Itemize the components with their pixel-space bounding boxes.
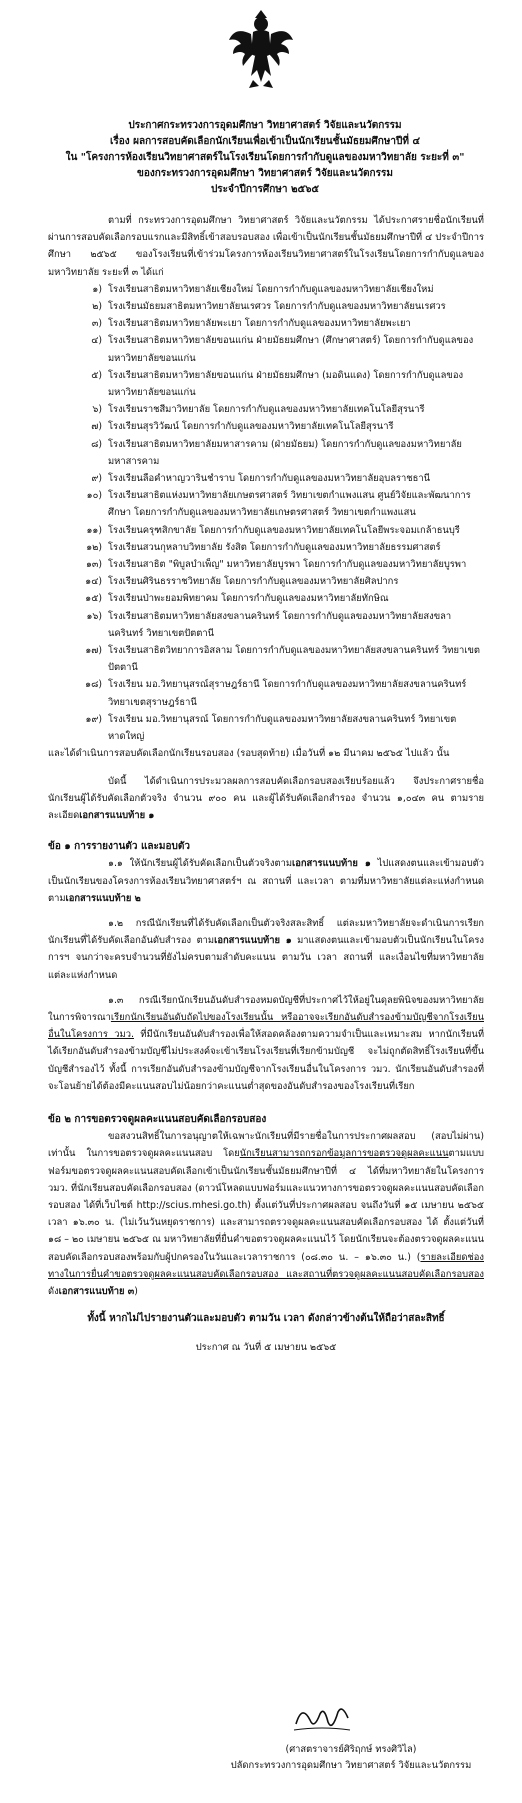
list-item: ๑๒) โรงเรียนสวนกุหลาบวิทยาลัย รังสิต โดยการกำกับดูแลของมหาวิทยาลัยธรรมศาสตร์ xyxy=(86,541,441,553)
list-item: ๑๔) โรงเรียนศิรินธรราชวิทยาลัย โดยการกำกับดูแลของมหาวิทยาลัยศิลปากร xyxy=(85,576,399,588)
section-1-1: ๑.๑ ให้นักเรียนผู้ได้รับคัดเลือกเป็นตัวจริงตามเอกสารแนบท้าย ๑ ไปแสดงตนและเข้ามอบตัวเป็นนักเรียนของโครงการห้องเรียนวิทยาศาสตร์ฯ ณ สถานที่ และเวลา ตามที่มหาวิทยาลัยแต่ละแห่งกำหนด ตามเอกสารแนบท้าย ๒ xyxy=(48,858,484,904)
header-line-5: ประจำปีการศึกษา ๒๕๖๕ xyxy=(210,184,320,195)
header-line-1: ประกาศกระทรวงการอุดมศึกษา วิทยาศาสตร์ วิจัยและนวัตกรรม xyxy=(128,120,402,131)
header-line-4: ของกระทรวงการอุดมศึกษา วิทยาศาสตร์ วิจัยและนวัตกรรม xyxy=(137,168,393,179)
after-list-paragraph: และได้ดำเนินการสอบคัดเลือกนักเรียนรอบสอง (รอบสุดท้าย) เมื่อวันที่ ๑๒ มีนาคม ๒๕๖๕ ไปแล้ว นั้น xyxy=(48,748,450,760)
intro-paragraph: ตามที่ กระทรวงการอุดมศึกษา วิทยาศาสตร์ วิจัยและนวัตกรรม ได้ประกาศรายชื่อนักเรียนที่ผ่านการสอบคัดเลือกรอบแรกและมีสิทธิ์เข้าสอบรอบสอง เพื่อเข้าเป็นนักเรียนชั้นมัธยมศึกษาปีที่ ๔ ประจำปีการศึกษา ๒๕๖๕ ของโรงเรียนที่เข้าร่วมโครงการห้องเรียนวิทยาศาสตร์ในโรงเรียนโดยการกำกับดูแลของมหาวิทยาลัย ระยะที่ ๓ ได้แก่ xyxy=(48,215,484,278)
list-item: ๗) โรงเรียนสุรวิวัฒน์ โดยการกำกับดูแลของมหาวิทยาลัยเทคโนโลยีสุรนารี xyxy=(91,421,394,433)
list-item: ๑๑) โรงเรียนครุฑสิกขาลัย โดยการกำกับดูแลของมหาวิทยาลัยเทคโนโลยีพระจอมเกล้าธนบุรี xyxy=(86,524,460,536)
list-item: ๑๗) โรงเรียนสาธิตวิทยาการอิสลาม โดยการกำกับดูแลของมหาวิทยาลัยสงขลานครินทร์ วิทยาเขตปัตตานี xyxy=(85,645,480,674)
announcement-header xyxy=(48,118,482,198)
signer-title: ปลัดกระทรวงการอุดมศึกษา วิทยาศาสตร์ วิจัยและนวัตกรรม xyxy=(230,1760,472,1771)
list-item: ๑๐) โรงเรียนสาธิตแห่งมหาวิทยาลัยเกษตรศาสตร์ วิทยาเขตกำแพงแสน ศูนย์วิจัยและพัฒนาการศึกษา โดยการกำกับดูแลของมหาวิทยาลัยเกษตรศาสตร์ วิทยาเขตกำแพงแสน xyxy=(86,490,471,519)
section-1-2: ๑.๒ กรณีนักเรียนที่ได้รับคัดเลือกเป็นตัวจริงสละสิทธิ์ แต่ละมหาวิทยาลัยจะดำเนินการเรียกนักเรียนที่ได้รับคัดเลือกอันดับสำรอง ตามเอกสารแนบท้าย ๑ มาแสดงตนและเข้ามอบตัวเป็นนักเรียนในโครงการฯ จนกว่าจะครบจำนวนที่ยังไม่ครบตามลำดับคะแนน ตามวัน เวลา สถานที่ และเงื่อนไขที่มหาวิทยาลัยแต่ละแห่งกำหนด xyxy=(48,917,484,981)
section-1-3: ๑.๓ กรณีเรียกนักเรียนอันดับสำรองหมดบัญชีที่ประกาศไว้ให้อยู่ในดุลยพินิจของมหาวิทยาลัย ในการพิจารณาเรียกนักเรียนอันดับถัดไปของโรงเรียนนั้น หรืออาจจะเรียกอันดับสำรองข้ามบัญชีจากโรงเรียนอื่นในโครงการ วมว. ที่มีนักเรียนอันดับสำรองเพื่อให้สอดคล้องตามความจำเป็นและเหมาะสม หากนักเรียนที่ได้เรียกอันดับสำรองข้ามบัญชีไม่ประสงค์จะเข้าเรียนโรงเรียนที่เรียกข้ามบัญชี จะไม่ถูกตัดสิทธิ์โรงเรียนที่ขึ้นบัญชีสำรองไว้ ทั้งนี้ การเรียกอันดับสำรองข้ามบัญชีจากโรงเรียนอื่นในโครงการ วมว. นักเรียนอันดับสำรองที่จะโอนย้ายได้ต้องมีคะแนนสอบไม่น้อยกว่าคะแนนต่ำสุดของอันดับสำรองของโรงเรียนที่เรียก xyxy=(48,994,484,1092)
list-item: ๒) โรงเรียนมัธยมสาธิตมหาวิทยาลัยนเรศวร โดยการกำกับดูแลของมหาวิทยาลัยนเรศวร xyxy=(92,301,446,313)
signer-block xyxy=(200,1742,502,1774)
school-list xyxy=(48,281,484,745)
list-item: ๑) โรงเรียนสาธิตมหาวิทยาลัยเชียงใหม่ โดยการกำกับดูแลของมหาวิทยาลัยเชียงใหม่ xyxy=(92,283,434,295)
list-item: ๕) โรงเรียนสาธิตมหาวิทยาลัยขอนแก่น ฝ่ายมัธยมศึกษา (มอดินแดง) โดยการกำกับดูแลของมหาวิทยาลัยขอนแก่น xyxy=(91,369,464,399)
section-2-title: ข้อ ๒ การขอตรวจดูผลคะแนนสอบคัดเลือกรอบสอง xyxy=(48,1113,267,1125)
list-item: ๓) โรงเรียนสาธิตมหาวิทยาลัยพะเยา โดยการกำกับดูแลของมหาวิทยาลัยพะเยา xyxy=(91,318,411,330)
section-1-title: ข้อ ๑ การรายงานตัว และมอบตัว xyxy=(48,841,190,853)
announcement-date: ประกาศ ณ วันที่ ๕ เมษายน ๒๕๖๕ xyxy=(195,1342,337,1354)
summary-paragraph: บัดนี้ ได้ดำเนินการประมวลผลการสอบคัดเลือกรอบสองเรียบร้อยแล้ว จึงประกาศรายชื่อนักเรียนผู้ได้รับคัดเลือกตัวจริง จำนวน ๙๐๐ คน และผู้ได้รับคัดเลือกสำรอง จำนวน ๑,๐๔๓ คน ตามรายละเอียดเอกสารแนบท้าย ๑ xyxy=(48,775,484,821)
list-item: ๖) โรงเรียนราชสีมาวิทยาลัย โดยการกำกับดูแลของมหาวิทยาลัยเทคโนโลยีสุรนารี xyxy=(92,404,425,416)
signer-name: (ศาสตราจารย์ศิริฤกษ์ ทรงศิวิไล) xyxy=(285,1744,417,1755)
signature-icon xyxy=(292,1700,352,1736)
header-line-2: เรื่อง ผลการสอบคัดเลือกนักเรียนเพื่อเข้าเป็นนักเรียนชั้นมัธยมศึกษาปีที่ ๔ xyxy=(109,136,421,147)
list-item: ๙) โรงเรียนลือคำหาญวารินชำราบ โดยการกำกับดูแลของมหาวิทยาลัยอุบลราชธานี xyxy=(91,473,431,485)
section-2-paragraph: ขอสงวนสิทธิ์ในการอนุญาตให้เฉพาะนักเรียนที่มีรายชื่อในการประกาศผลสอบ (สอบไม่ผ่าน) เท่านั้น ในการขอตรวจดูผลคะแนนสอบ โดยนักเรียนสามารถกรอกข้อมูลการขอตรวจดูผลคะแนนตามแบบฟอร์มขอตรวจดูผลคะแนนสอบคัดเลือกเข้าเป็นนักเรียนชั้นมัธยมศึกษาปีที่ ๔ ได้ที่มหาวิทยาลัยในโครงการ วมว. ที่นักเรียนสอบคัดเลือกรอบสอง (ดาวน์โหลดแบบฟอร์มและแนวทางการขอตรวจดูผลคะแนนสอบคัดเลือกรอบสอง ได้ที่เว็บไซต์ http://scius.mhesi.go.th) ตั้งแต่วันที่ประกาศผลสอบ จนถึงวันที่ ๑๕ เมษายน ๒๕๖๕ เวลา ๑๖.๓๐ น. (ไม่เว้นวันหยุดราชการ) และสามารถตรวจดูผลคะแนนสอบคัดเลือกรอบสอง ได้ ตั้งแต่วันที่ ๑๘ – ๒๐ เมษายน ๒๕๖๕ ณ มหาวิทยาลัยที่ยื่นคำขอตรวจดูผลคะแนนไว้ โดยนักเรียนจะต้องตรวจดูผลคะแนนสอบคัดเลือกรอบสองพร้อมกับผู้ปกครองในวันและเวลาราชการ (๐๘.๓๐ น. – ๑๖.๓๐ น.) (รายละเอียดช่องทางในการยื่นคำขอตรวจดูผลคะแนนสอบคัดเลือกรอบสอง และสถานที่ตรวจดูผลคะแนนสอบคัดเลือกรอบสอง ดังเอกสารแนบท้าย ๓) xyxy=(48,1131,484,1297)
list-item: ๔) โรงเรียนสาธิตมหาวิทยาลัยขอนแก่น ฝ่ายมัธยมศึกษา (ศึกษาศาสตร์) โดยการกำกับดูแลของมหาวิทยาลัยขอนแก่น xyxy=(91,335,474,364)
list-item: ๘) โรงเรียนสาธิตมหาวิทยาลัยมหาสารคาม (ฝ่ายมัธยม) โดยการกำกับดูแลของมหาวิทยาลัยมหาสารคาม xyxy=(91,438,462,467)
list-item: ๑๙) โรงเรียน มอ.วิทยานุสรณ์ โดยการกำกับดูแลของมหาวิทยาลัยสงขลานครินทร์ วิทยาเขตหาดใหญ่ xyxy=(85,713,457,743)
list-item: ๑๘) โรงเรียน มอ.วิทยานุสรณ์สุราษฎร์ธานี โดยการกำกับดูแลของมหาวิทยาลัยสงขลานครินทร์ วิทยาเขตสุราษฎร์ธานี xyxy=(85,679,467,708)
garuda-emblem-icon xyxy=(229,10,293,88)
header-line-3: ใน "โครงการห้องเรียนวิทยาศาสตร์ในโรงเรียนโดยการกำกับดูแลของมหาวิทยาลัย ระยะที่ ๓" xyxy=(65,152,465,163)
list-item: ๑๖) โรงเรียนสาธิตมหาวิทยาลัยสงขลานครินทร์ โดยการกำกับดูแลของมหาวิทยาลัยสงขลานครินทร์ วิทยาเขตปัตตานี xyxy=(86,610,452,639)
closing-statement: ทั้งนี้ หากไม่ไปรายงานตัวและมอบตัว ตามวัน เวลา ดังกล่าวข้างต้นให้ถือว่าสละสิทธิ์ xyxy=(87,1313,445,1325)
intro-block xyxy=(48,212,484,1366)
list-item: ๑๓) โรงเรียนสาธิต "พิบูลบำเพ็ญ" มหาวิทยาลัยบูรพา โดยการกำกับดูแลของมหาวิทยาลัยบูรพา xyxy=(85,559,467,571)
list-item: ๑๕) โรงเรียนป่าพะยอมพิทยาคม โดยการกำกับดูแลของมหาวิทยาลัยทักษิณ xyxy=(85,593,389,605)
